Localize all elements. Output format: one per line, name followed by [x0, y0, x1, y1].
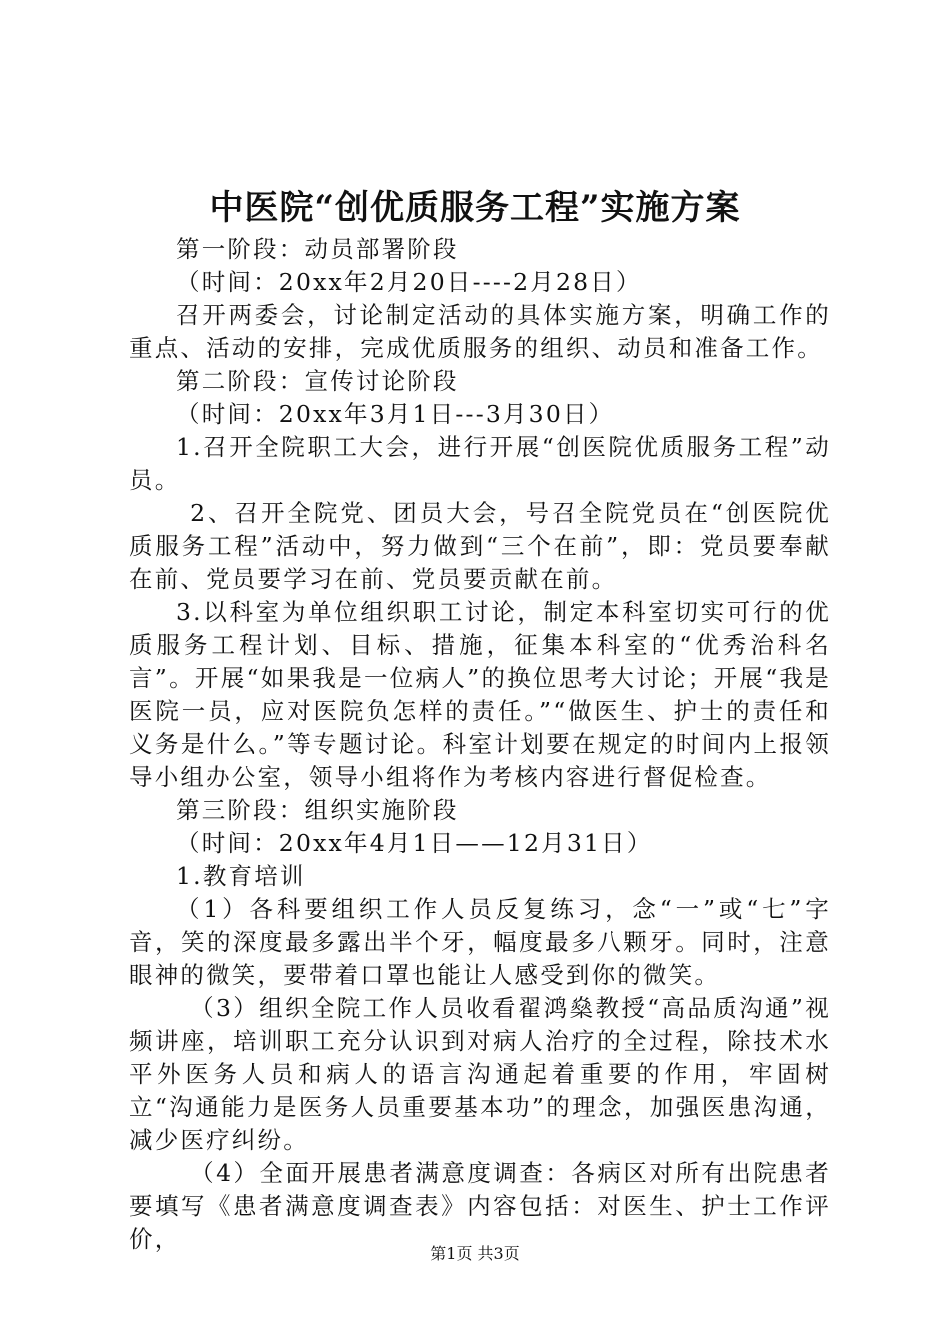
stage-two-item-3: 3.以科室为单位组织职工讨论，制定本科室切实可行的优质服务工程计划、目标、措施，征集本科室的“优秀治科名言”。开展“如果我是一位病人”的换位思考大讨论；开展“我是医院一员，应对医院负怎样的责任。”“做医生、护士的责任和义务是什么。”等专题讨论。科室计划要在规定的时间内上报领导小组办公室，领导小组将作为考核内容进行督促检查。	[129, 598, 831, 791]
stage-three-time: （时间：20xx年4月1日——12月31日）	[176, 829, 653, 857]
stage-two-time: （时间：20xx年3月1日---3月30日）	[176, 400, 615, 428]
training-item-3: （3）组织全院工作人员收看翟鸿燊教授“高品质沟通”视频讲座，培训职工充分认识到对病人治疗的全过程，除技术水平外医务人员和病人的语言沟通起着重要的作用，牢固树立“沟通能力是医务人员重要基本功”的理念，加强医患沟通，减少医疗纠纷。	[129, 994, 831, 1154]
stage-one-heading: 第一阶段：动员部署阶段	[176, 235, 459, 263]
document-body	[129, 233, 831, 1256]
stage-one-time: （时间：20xx年2月20日----2月28日）	[176, 268, 642, 296]
stage-two-item-1: 1.召开全院职工大会，进行开展“创医院优质服务工程”动员。	[129, 433, 831, 494]
stage-two-heading: 第二阶段：宣传讨论阶段	[176, 367, 459, 395]
training-item-1: （1）各科要组织工作人员反复练习，念“一”或“七”字音，笑的深度最多露出半个牙，幅度最多八颗牙。同时，注意眼神的微笑，要带着口罩也能让人感受到你的微笑。	[129, 895, 831, 989]
page-number-footer: 第1页 共3页	[430, 1244, 520, 1263]
stage-three-heading: 第三阶段：组织实施阶段	[176, 796, 459, 824]
stage-one-content: 召开两委会，讨论制定活动的具体实施方案，明确工作的重点、活动的安排，完成优质服务的组织、动员和准备工作。	[129, 301, 831, 362]
stage-two-item-2: 2、召开全院党、团员大会，号召全院党员在“创医院优质服务工程”活动中，努力做到“三个在前”，即：党员要奉献在前、党员要学习在前、党员要贡献在前。	[129, 499, 831, 593]
training-heading: 1.教育培训	[176, 862, 306, 890]
document-title: 中医院“创优质服务工程”实施方案	[209, 188, 741, 228]
training-item-4: （4）全面开展患者满意度调查：各病区对所有出院患者要填写《患者满意度调查表》内容包括：对医生、护士工作评价，	[129, 1159, 831, 1253]
